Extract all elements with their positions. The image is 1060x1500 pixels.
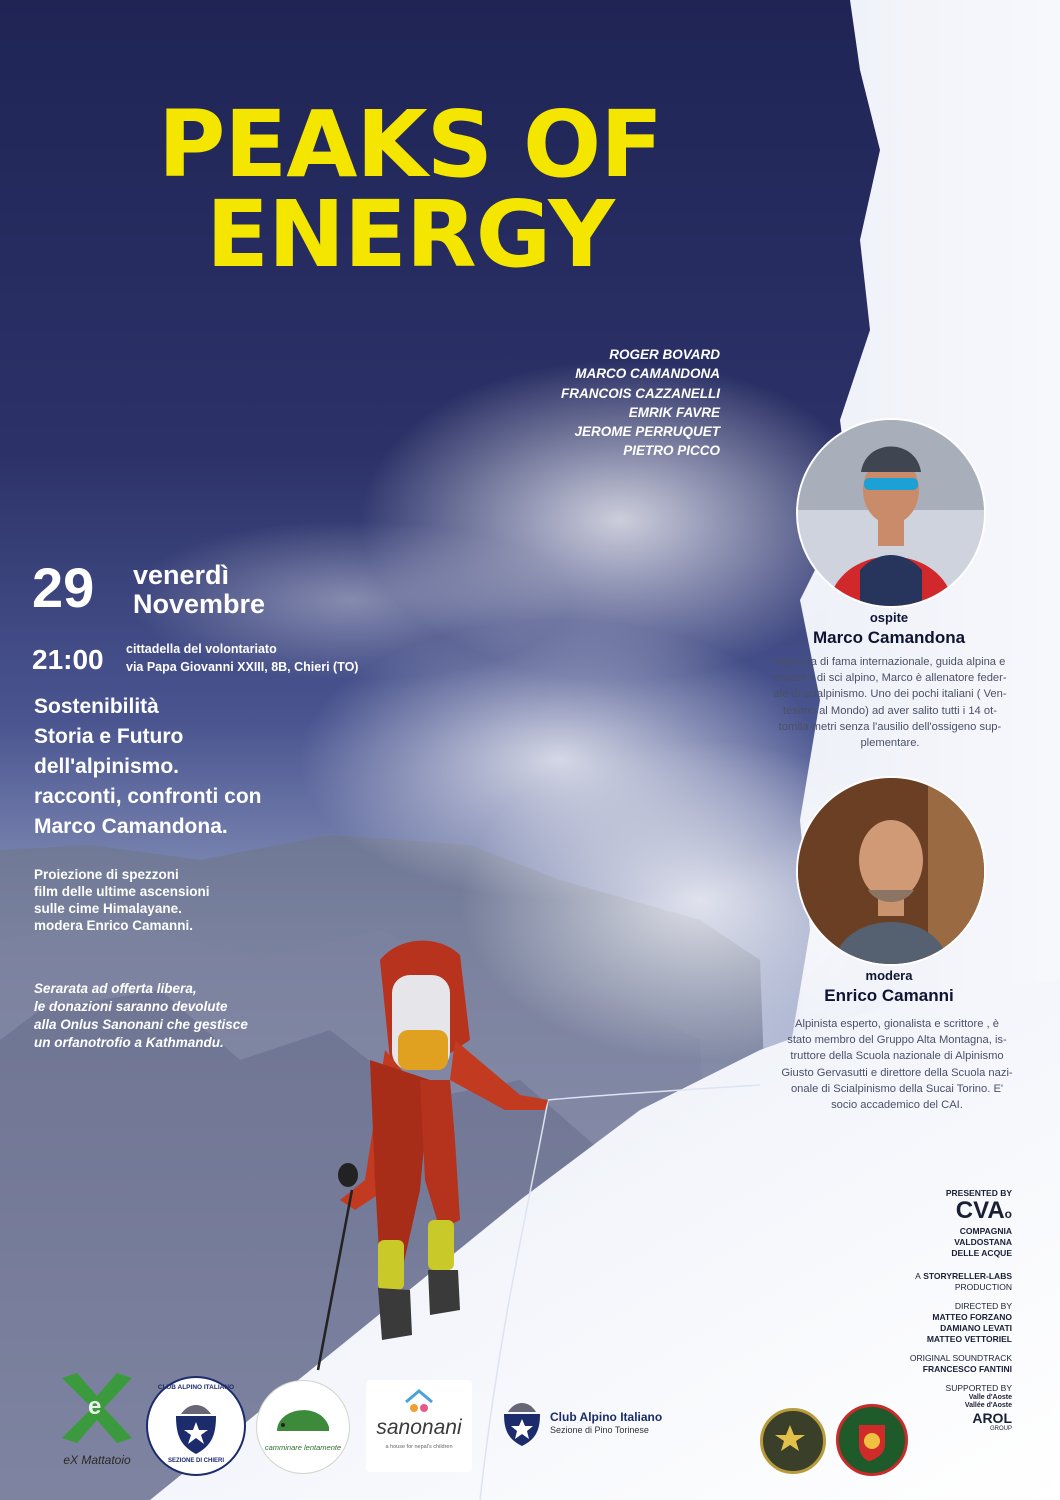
bio-line: ale di scialpinismo. Uno dei pochi italiani ( Ven- <box>773 688 1007 701</box>
sanonani-text: sanonani <box>376 1416 462 1439</box>
bio-line: socio accademico del CAI. <box>831 1099 963 1112</box>
bio-line: stato membro del Gruppo Alta Montagna, is- <box>787 1034 1007 1047</box>
camminare-text: camminare lentamente <box>264 1443 342 1452</box>
camminare-logo <box>256 1380 350 1474</box>
cva-line: DELLE ACQUE <box>951 1248 1012 1258</box>
production-prefix: A <box>915 1271 921 1281</box>
guest-role: ospite <box>869 610 909 625</box>
projection-line: film delle ultime ascensioni <box>34 884 210 899</box>
presented-by-label: PRESENTED BY <box>945 1188 1012 1198</box>
bio-line: plementare. <box>860 737 920 750</box>
cai-chieri-logo <box>146 1376 246 1476</box>
moderator-avatar <box>796 776 986 966</box>
bio-line: Alpinista di fama internazionale, guida alpina e <box>774 656 1006 668</box>
venue-line-1: cittadella del volontariato <box>126 642 277 656</box>
sanonani-sub: a house for nepal's children <box>385 1444 453 1450</box>
topic-line: racconti, confronti con <box>34 785 262 808</box>
production-word: PRODUCTION <box>954 1282 1012 1292</box>
cast-name: MARCO CAMANDONA <box>575 366 720 382</box>
sponsor-valle-aoste-1: Valle d'Aoste <box>968 1394 1012 1401</box>
credits-block <box>910 1188 1012 1433</box>
association-seal-2 <box>836 1404 908 1476</box>
cast-name: PIETRO PICCO <box>623 443 720 459</box>
cast-name: ROGER BOVARD <box>609 347 720 362</box>
topic-line: Storia e Futuro <box>34 725 184 748</box>
production-name: STORYRELLER-LABS <box>923 1271 1012 1281</box>
house-heart-icon <box>402 1388 436 1416</box>
cast-name: JEROME PERRUQUET <box>574 424 720 440</box>
lion-shield-icon <box>839 1407 905 1473</box>
director-name: MATTEO FORZANO <box>932 1312 1012 1322</box>
venue-line-2: via Papa Giovanni XXIII, 8B, Chieri (TO) <box>126 660 359 674</box>
projection-line: Proiezione di spezzoni <box>34 867 179 882</box>
moderator-role: modera <box>865 968 913 983</box>
event-month: Novembre <box>133 589 266 619</box>
cva-dot-icon: o <box>1004 1207 1012 1221</box>
projection-note <box>34 866 210 934</box>
guest-bio <box>740 654 1040 751</box>
supported-by-label: SUPPORTED BY <box>945 1383 1012 1393</box>
title-line-2: ENERGY <box>206 181 614 288</box>
donation-line: un orfanotrofio a Kathmandu. <box>34 1035 224 1050</box>
director-name: MATTEO VETTORIEL <box>926 1334 1012 1344</box>
event-venue <box>126 640 358 676</box>
event-weekday: venerdì <box>133 560 230 590</box>
cast-name: EMRIK FAVRE <box>628 404 720 420</box>
cai-chieri-top: CLUB ALPINO ITALIANO <box>157 1384 235 1391</box>
sponsor-arol-sub: GROUP <box>989 1426 1012 1432</box>
topic-line: Marco Camandona. <box>34 815 228 838</box>
donation-note <box>34 980 248 1052</box>
projection-line: modera Enrico Camanni. <box>34 918 194 933</box>
association-seal-1 <box>760 1408 826 1474</box>
alpine-star-icon <box>763 1411 823 1471</box>
ex-mattatoio-text: eX Mattatoio <box>63 1453 131 1467</box>
composer-name: FRANCESCO FANTINI <box>922 1364 1012 1374</box>
cai-pino-logo <box>498 1394 698 1450</box>
donation-line: le donazioni saranno devolute <box>34 999 228 1014</box>
cva-line: COMPAGNIA <box>959 1226 1012 1236</box>
moderator-name: Enrico Camanni <box>824 986 954 1005</box>
cai-pino-name: Club Alpino Italiano <box>550 1410 663 1424</box>
title-line-1: PEAKS OF <box>157 91 663 198</box>
guest-name: Marco Camandona <box>812 628 966 647</box>
event-topic <box>34 692 262 842</box>
projection-line: sulle cime Himalayane. <box>34 901 182 916</box>
cast-name: FRANCOIS CAZZANELLI <box>561 385 720 401</box>
donation-line: alla Onlus Sanonani che gestisce <box>34 1017 248 1032</box>
sanonani-logo <box>366 1380 472 1472</box>
bio-line: Giusto Gervasutti e direttore della Scuola nazi- <box>781 1066 1013 1079</box>
ex-mattatoio-icon <box>52 1368 142 1448</box>
directed-by-label: DIRECTED BY <box>954 1301 1012 1311</box>
bio-line: maestro di sci alpino, Marco è allenatore feder- <box>773 672 1007 685</box>
event-time: 21:00 <box>32 644 104 675</box>
cai-star-icon <box>500 1396 544 1448</box>
cva-line: VALDOSTANA <box>954 1237 1012 1247</box>
bio-line: truttore della Scuola nazionale di Alpinismo <box>790 1050 1004 1063</box>
director-name: DAMIANO LEVATI <box>940 1323 1012 1333</box>
cai-chieri-bottom: SEZIONE DI CHIERI <box>167 1458 224 1464</box>
hedgehog-icon <box>271 1397 335 1437</box>
topic-line: Sostenibilità <box>34 695 159 718</box>
moderator-bio <box>752 1016 1042 1113</box>
event-day: 29 <box>32 556 95 619</box>
cai-star-icon <box>171 1396 221 1456</box>
moderator-portrait <box>798 778 984 964</box>
cast-list <box>561 345 720 461</box>
soundtrack-label: ORIGINAL SOUNDTRACK <box>909 1353 1012 1363</box>
poster-title <box>0 91 820 288</box>
guest-portrait <box>798 420 984 606</box>
bio-line: tomila metri senza l'ausilio dell'ossigeno sup- <box>778 720 1002 733</box>
production-line <box>910 1271 1012 1282</box>
ex-mattatoio-logo <box>52 1368 142 1478</box>
cva-mark: CVA <box>955 1197 1005 1224</box>
sponsor-arol: AROL <box>972 1410 1012 1426</box>
bio-line: onale di Scialpinismo della Sucai Torino. E' <box>790 1082 1004 1095</box>
cva-logo <box>910 1199 1012 1226</box>
sponsor-valle-aoste-2: Vallée d'Aoste <box>964 1402 1012 1409</box>
bio-line: tesimo al Mondo) ad aver salito tutti i 14 ot- <box>783 704 997 717</box>
guest-avatar <box>796 418 986 608</box>
topic-line: dell'alpinismo. <box>34 755 180 778</box>
donation-line: Serarata ad offerta libera, <box>34 981 197 996</box>
svg-text:e: e <box>88 1393 102 1420</box>
cai-pino-section: Sezione di Pino Torinese <box>550 1425 649 1435</box>
bio-line: Alpinista esperto, gionalista e scrittore , è <box>795 1018 999 1030</box>
